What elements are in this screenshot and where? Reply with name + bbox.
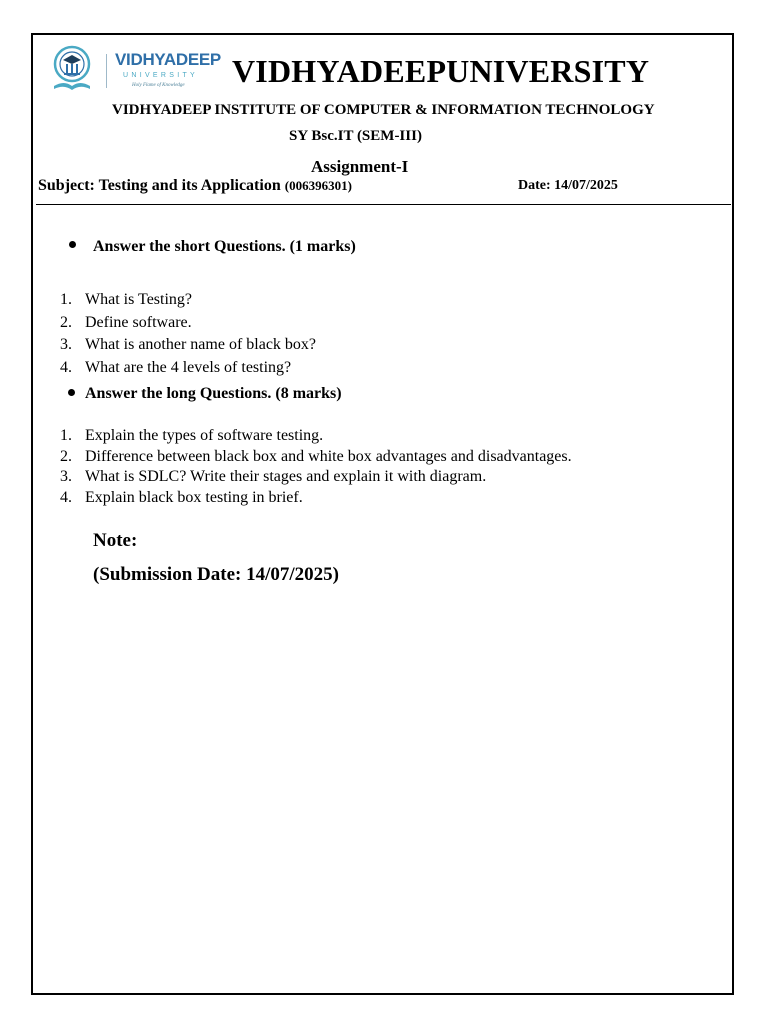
short-section-heading: Answer the short Questions. (1 marks) [93,238,356,255]
list-item [60,426,572,447]
subject-label: Subject: Testing and its Application [38,177,281,194]
submission-date: (Submission Date: 14/07/2025) [93,564,339,585]
question-text: What are the 4 levels of testing? [85,359,292,377]
course-name: SY Bsc.IT (SEM-III) [289,128,422,144]
logo-subtext: UNIVERSITY [123,72,199,79]
logo-wordmark: VIDHYADEEP [115,50,221,69]
bullet-icon [68,389,75,396]
list-item [60,488,572,509]
question-text: Explain black box testing in brief. [85,489,303,507]
question-number: 3. [60,468,72,486]
question-number: 3. [60,336,72,354]
question-text: What is Testing? [85,291,193,308]
question-number: 1. [60,291,72,308]
question-text: Explain the types of software testing. [85,427,324,444]
question-text: Define software. [85,313,192,331]
university-title: VIDHYADEEPUNIVERSITY [232,53,650,89]
subject-code: (006396301) [284,178,352,193]
list-item [60,289,316,312]
list-item [60,467,572,488]
question-number: 1. [60,427,72,444]
long-questions-list [60,426,572,509]
assignment-title: Assignment-I [311,157,409,176]
list-item [60,312,316,335]
institute-name: VIDHYADEEP INSTITUTE OF COMPUTER & INFORMATION TECHNOLOGY [112,102,655,118]
assignment-date: Date: 14/07/2025 [518,178,618,193]
question-number: 2. [60,313,72,331]
question-text: What is SDLC? Write their stages and explain it with diagram. [85,468,487,486]
short-questions-list [60,289,316,380]
university-logo [50,44,221,96]
list-item [60,447,572,468]
question-number: 2. [60,447,72,465]
logo-tagline: Holy Flame of Knowledge [132,83,185,88]
note-label: Note: [93,530,138,551]
list-item [60,334,316,357]
question-text: What is another name of black box? [85,336,317,354]
subject-line [38,177,352,195]
list-item [60,357,316,380]
logo-divider [106,54,107,88]
bullet-icon [69,241,76,248]
question-number: 4. [60,359,72,377]
long-section-heading: Answer the long Questions. (8 marks) [85,385,342,402]
question-text: Difference between black box and white box advantages and disadvantages. [85,447,572,465]
header-divider [36,204,731,205]
question-number: 4. [60,489,72,507]
logo-emblem-icon [50,44,94,96]
